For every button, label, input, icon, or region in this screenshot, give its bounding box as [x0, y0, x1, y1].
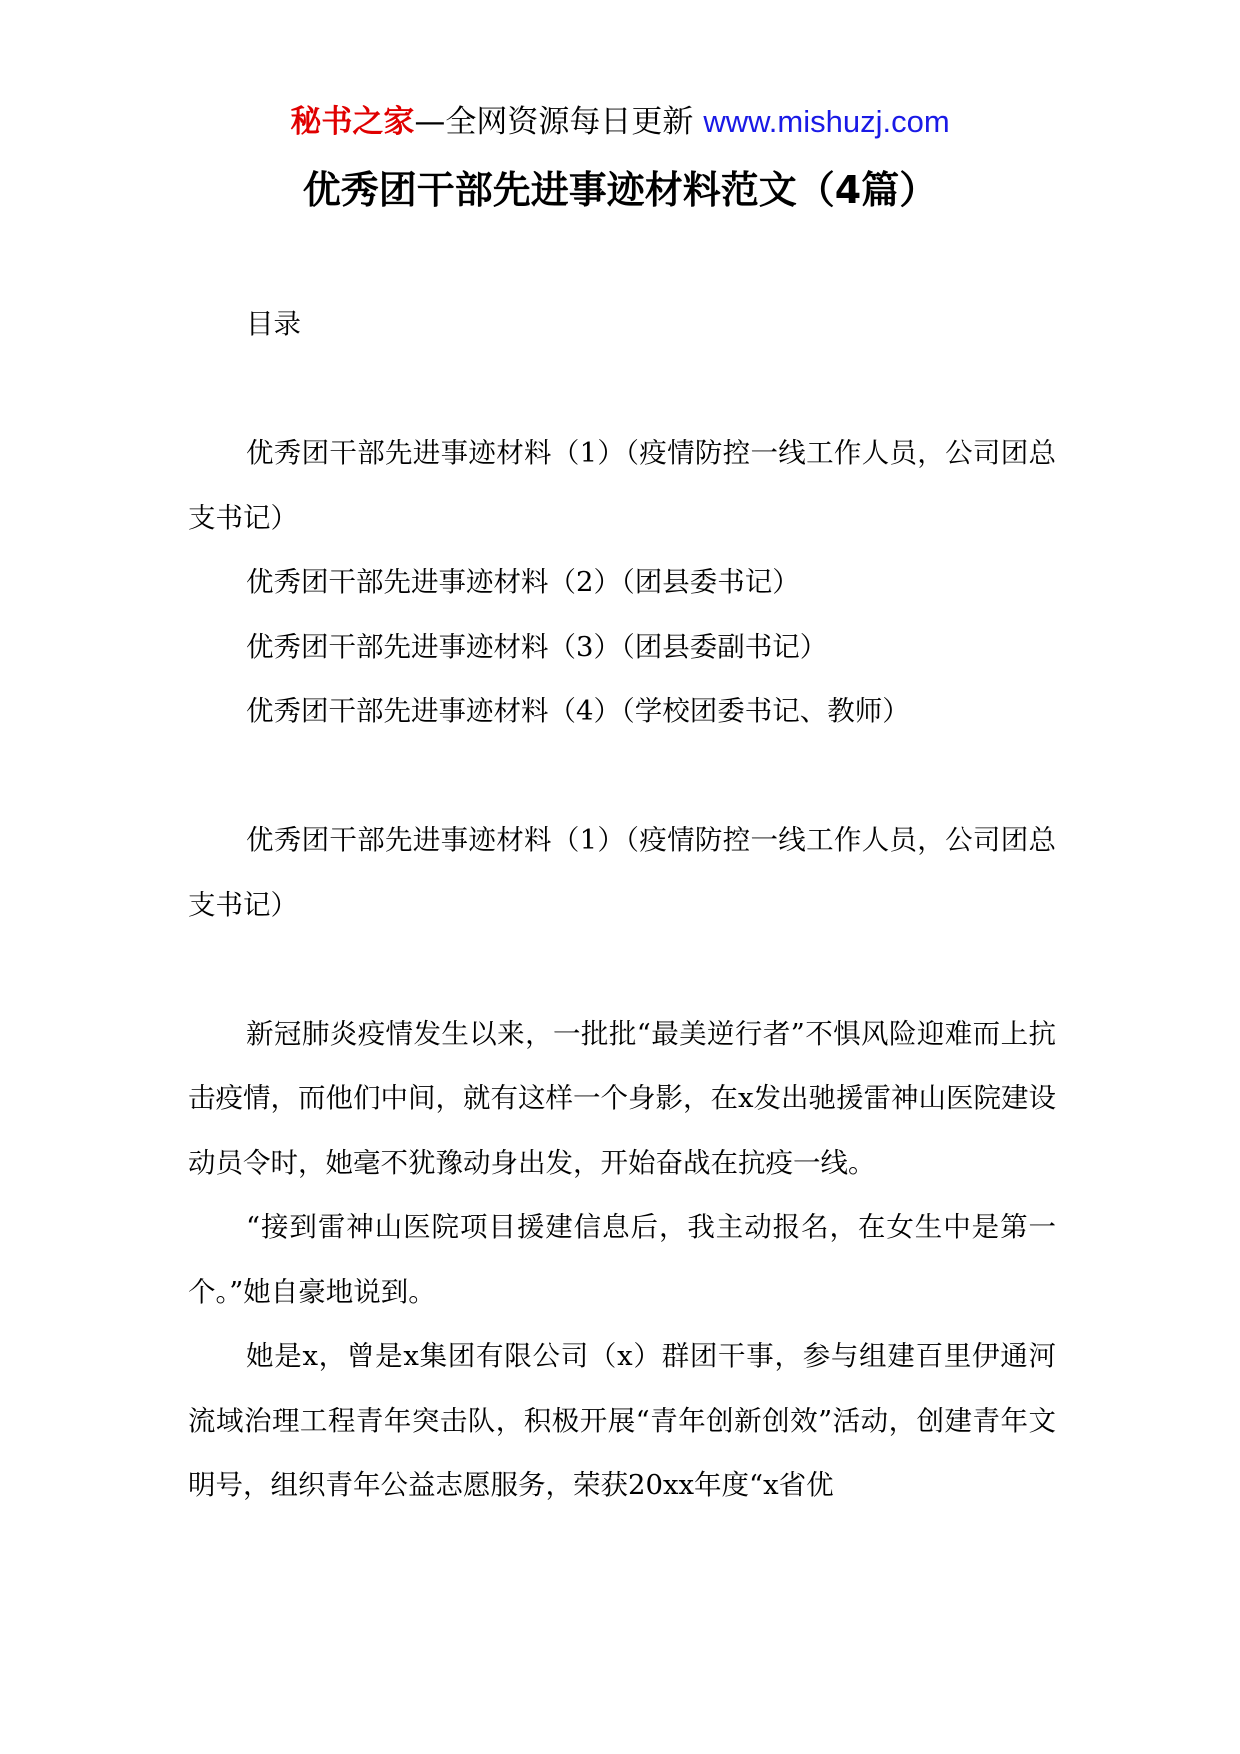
- document-title: 优秀团干部先进事迹材料范文（4篇）: [302, 168, 938, 212]
- body-paragraph: 新冠肺炎疫情发生以来，一批批“最美逆行者”不惧风险迎难而上抗击疫情，而他们中间，就有这样一个身影，在x发出驰援雷神山医院建设动员令时，她毫不犹豫动身出发，开始奋战在抗疫一线。: [188, 1017, 1057, 1179]
- site-brand: 秘书之家: [290, 104, 415, 140]
- site-header: [0, 100, 1240, 144]
- toc-item: 优秀团干部先进事迹材料（1）（疫情防控一线工作人员，公司团总支书记）: [188, 437, 1056, 534]
- body-paragraph: 她是x，曾是x集团有限公司（x）群团干事，参与组建百里伊通河流域治理工程青年突击队，积极开展“青年创新创效”活动，创建青年文明号，组织青年公益志愿服务，荣获20xx年度“x省优: [188, 1340, 1056, 1501]
- article-body: [188, 808, 1056, 1518]
- toc-item: 优秀团干部先进事迹材料（4）（学校团委书记、教师）: [246, 695, 910, 727]
- toc-label-block: [188, 292, 1056, 357]
- toc-item: 优秀团干部先进事迹材料（3）（团县委副书记）: [246, 630, 828, 663]
- table-of-contents: [188, 421, 1056, 744]
- body-paragraph: “接到雷神山医院项目援建信息后，我主动报名，在女生中是第一个。”她自豪地说到。: [188, 1211, 1056, 1308]
- site-url-link[interactable]: www.mishuzj.com: [703, 104, 950, 139]
- toc-item: 优秀团干部先进事迹材料（2）（团县委书记）: [246, 566, 800, 598]
- section-heading: 优秀团干部先进事迹材料（1）（疫情防控一线工作人员，公司团总支书记）: [188, 824, 1056, 921]
- toc-label: 目录: [246, 308, 301, 340]
- spacer: [188, 937, 1056, 1002]
- site-slogan: —全网资源每日更新: [414, 104, 694, 140]
